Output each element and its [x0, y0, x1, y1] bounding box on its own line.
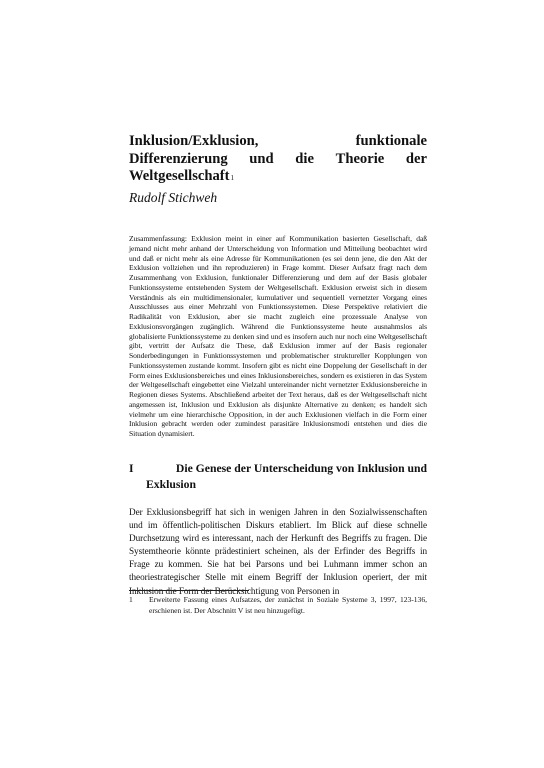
title-word: Theorie: [335, 150, 385, 167]
title-line-1: [129, 133, 427, 151]
section-heading: [129, 461, 427, 493]
section-title-line-2: Exklusion: [146, 478, 197, 491]
author-name: Rudolf Stichweh: [129, 190, 218, 205]
footnote-number: 1: [129, 595, 133, 604]
section-heading-line-1: [129, 461, 427, 477]
article-title: [129, 133, 427, 186]
title-word: Inklusion/Exklusion,: [129, 133, 259, 149]
title-word: die: [295, 150, 314, 167]
title-line-3: [129, 168, 427, 186]
section-number: I: [129, 462, 134, 475]
title-word: und: [249, 150, 274, 167]
body-paragraph: Der Exklusionsbegriff hat sich in wenigen Jahren in den Sozialwissenschaften und im öffentlich-politischen Diskurs etabliert. Im Blick auf diese schnelle Durchsetzung wird es interessant, nach der Herkunft des Begriffs zu fragen. Die Systemtheorie könnte prädestiniert scheinen, als der Erfinder des Begriffs in Frage zu kommen. Sie hat bei Parsons und bei Luhmann immer schon an theoriestrategischer Stelle mit einem Begriff der Inklusion operiert, der mit Inklusion die Form der Berücksichtigung von Personen in: [129, 507, 427, 596]
abstract: [129, 234, 427, 439]
title-word: der: [405, 150, 427, 167]
title-line-2: [129, 151, 427, 169]
title-word: Weltgesellschaft: [129, 168, 230, 184]
title-word: Differenzierung: [129, 150, 228, 167]
footnote: [129, 595, 427, 616]
section-title-line-1: Die Genese der Unterscheidung von Inklusion und: [175, 462, 427, 475]
footnote-divider: [129, 590, 249, 591]
abstract-text: Zusammenfassung: Exklusion meint in einer auf Kommunikation basierten Gesellschaft, daß jemand nicht mehr anhand der Unterscheidung von Information und Mitteilung beobachtet wird und daß er nicht mehr als eine Adresse für Kommunikationen (es sei denn jene, die den Akt der Exklusion vollziehen und ihn reproduzieren) in Frage kommt. Dieser Aufsatz fragt nach dem Zusammenhang von Exklusion, funktionaler Differenzierung und dem auf der Basis globaler Funktionssysteme entstehenden System der Weltgesellschaft. Exklusion erweist sich in diesem Verständnis als ein multidimensionaler, kumulativer und sequentiell vernetzter Vorgang eines Ausschlusses aus einer Mehrzahl von Funktionssystemen. Diese Perspektive relativiert die Radikalität von Exklusion, aber sie macht zugleich eine prozessuale Analyse von Exklusionsvorgängen zugänglich. Während die Funktionssysteme heute ausnahmslos als globalisierte Funktionssysteme zu denken sind und es insofern auch nur noch eine Weltgesellschaft gibt, vertritt der Aufsatz die These, daß Exklusion immer auf der Basis regionaler Sonderbedingungen in Funktionssystemen und problematischer struktureller Kopplungen von Funktionssystemen zustande kommt. Insofern gibt es nicht eine Doppelung der Gesellschaft in der Form eines Exklusionsbereiches und eines Inklusionsbereiches, sondern es existieren in das System der Weltgesellschaft eingebettet eine Vielzahl untereinander nicht vernetzter Exklusionsbereiche in Regionen dieses Systems. Abschließend arbeitet der Text heraus, daß es der Weltgesellschaft nicht angemessen ist, Inklusion und Exklusion als disjunkte Alternative zu denken; es handelt sich vielmehr um eine hierarchische Opposition, in der auch Exklusionen vielfach in die Form einer Inklusion gebracht werden oder zumindest parasitäre Inklusionsmodi entstehen und dies die Situation dynamisiert.: [129, 234, 427, 438]
title-footnote-marker[interactable]: 1: [230, 174, 235, 182]
title-word: funktionale: [355, 133, 427, 149]
body-text: [129, 506, 427, 598]
footnote-text: Erweiterte Fassung eines Aufsatzes, der zunächst in Soziale Systeme 3, 1997, 123-136, erschienen ist. Der Abschnitt V ist neu hinzugefügt.: [149, 595, 427, 615]
